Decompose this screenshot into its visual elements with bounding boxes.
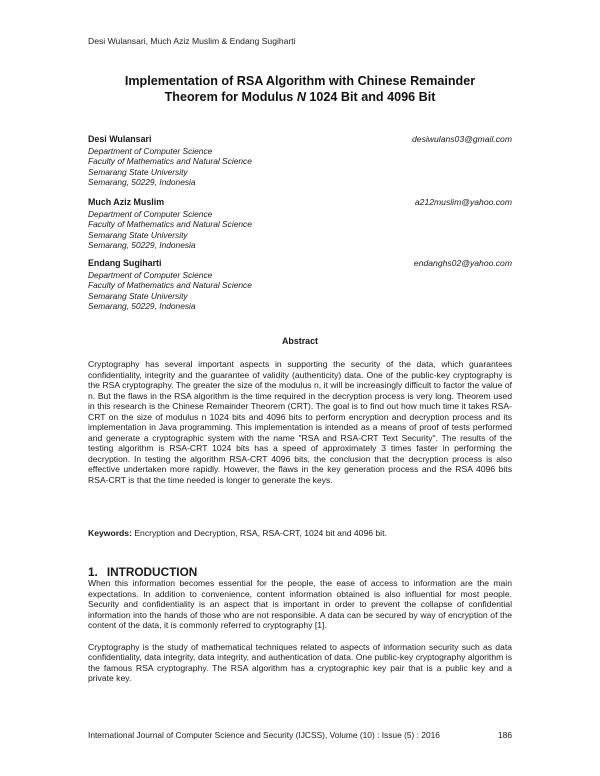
section-heading [88,565,206,579]
title-line-2-prefix: Theorem for Modulus [164,89,297,104]
title-modulus-symbol: N [296,89,306,104]
section-number: 1. [88,565,98,579]
keywords [88,528,512,538]
keywords-text: Encryption and Decryption, RSA, RSA-CRT, 1024 bit and 4096 bit. [134,528,387,538]
author-block-3 [88,258,512,312]
abstract-text: Cryptography has several important aspects in supporting the security of the data, which guarantees confidentiality, integrity and the guarantee of validity (authenticity) data. One of the public-key cryptography is the RSA cryptography. The greater the size of the modulus n, it will be increasingly difficult to factor the value of n. But the flaws in the RSA algorithm is the time required in the decryption process is very long. Theorem used in this research is the Chinese Remainder Theorem (CRT). The goal is to find out how much time it takes RSA-CRT on the size of modulus n 1024 bits and 4096 bits to perform encryption and decryption process and its implementation in Java programming. This implementation is intended as a means of proof of tests performed and generate a cryptographic system with the name "RSA and RSA-CRT Text Security". The results of the testing algorithm is RSA-CRT 1024 bits has a speed of approximately 3 times faster in performing the decryption. In testing the algorithm RSA-CRT 4096 bits, the conclusion that the decryption process is also effective undertaken more rapidly. However, the flaws in the key generation process and the RSA 4096 bits RSA-CRT is that the time needed is longer to generate the keys. [88,359,512,486]
author-email: desiwulans03@gmail.com [412,134,512,144]
page-number: 186 [498,730,512,740]
abstract-body [88,359,512,486]
author-name: Desi Wulansari [88,134,152,144]
author-department: Department of Computer Science [88,208,213,219]
title-line-2-suffix: 1024 Bit and 4096 Bit [305,89,436,104]
author-address: Semarang, 50229, Indonesia [88,240,196,251]
title-line-2 [60,90,540,106]
author-address: Semarang, 50229, Indonesia [88,177,196,188]
author-block-1 [88,134,512,188]
author-faculty: Faculty of Mathematics and Natural Science [88,156,252,167]
author-faculty: Faculty of Mathematics and Natural Science [88,280,252,291]
page-footer [88,730,512,740]
intro-paragraph-1: When this information becomes essential for the people, the ease of access to information are the main expectations. In addition to convenience, content information obtained is also influential for most people. Security and confidentiality is an aspect that is important in order to prevent the collapse of confidential information into the hands of those who are not responsible. A data can be secured by way of encryption of the content of the data, it is commonly referred to cryptography [1]. [88,578,512,631]
author-faculty: Faculty of Mathematics and Natural Science [88,219,252,230]
journal-citation: International Journal of Computer Science and Security (IJCSS), Volume (10) : Issue (5) : 2016 [88,730,440,740]
keywords-label: Keywords: [88,528,132,538]
author-name: Much Aziz Muslim [88,197,165,207]
author-email: a212muslim@yahoo.com [414,197,512,207]
title-line-1: Implementation of RSA Algorithm with Chinese Remainder [124,74,476,88]
introduction-body [88,578,512,695]
author-university: Semarang State University [88,229,188,240]
author-department: Department of Computer Science [88,269,213,280]
section-title: INTRODUCTION [106,565,198,579]
author-university: Semarang State University [88,290,188,301]
author-block-2 [88,197,512,251]
abstract-heading: Abstract [281,336,318,346]
author-email: endanghs02@yahoo.com [413,258,512,268]
author-department: Department of Computer Science [88,145,213,156]
paper-title [60,74,540,105]
author-address: Semarang, 50229, Indonesia [88,301,196,312]
intro-paragraph-2: Cryptography is the study of mathematical techniques related to aspects of information security such as data confidentiality, data integrity, data integrity, and authentication of data. One public-key cryptography algorithm is the famous RSA cryptography. The RSA algorithm has a cryptographic key pair that is a public key and a private key. [88,641,512,684]
running-head: Desi Wulansari, Much Aziz Muslim & Endang Sugiharti [88,36,296,46]
author-name: Endang Sugiharti [88,258,162,268]
author-university: Semarang State University [88,166,188,177]
